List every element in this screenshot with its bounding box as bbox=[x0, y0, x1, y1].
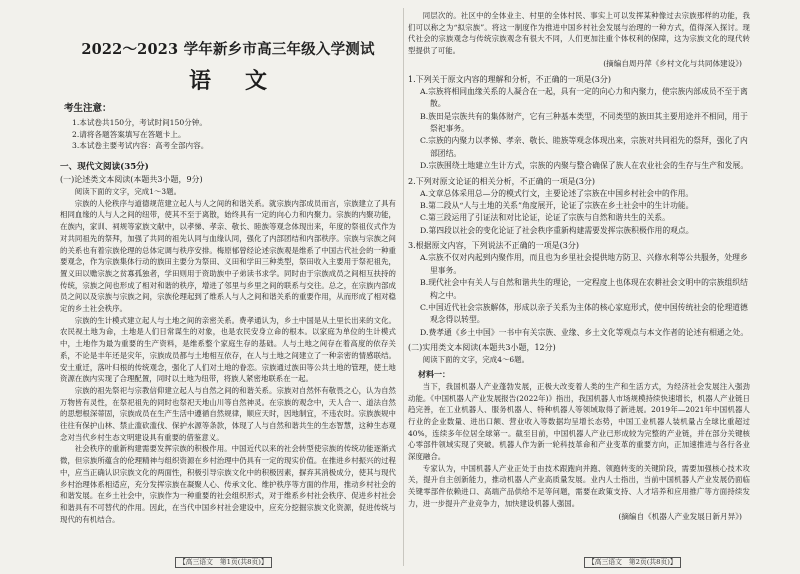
answer-option: A.文章总体采用总—分的模式行文，主要论述了宗族在中国乡村社会中的作用。 bbox=[420, 188, 694, 198]
answer-option: A.宗族不仅对内起到内聚作用，而且也为乡里社会提供地方防卫、兴修水利等公共服务，处理乡里事务。 bbox=[420, 253, 748, 275]
answer-option: C.宗族的内聚力以孝悌、孝亲、敬长、睦族等观念体现出来，宗族对共同祖先的祭拜，强化了内部团结。 bbox=[420, 136, 748, 158]
section-heading: 一、现代文阅读(35分) bbox=[60, 162, 149, 172]
answer-option: B.第二段从“人与土地的关系”角度展开，论证了宗族在乡土社会中的生计功能。 bbox=[420, 201, 694, 211]
subsection-heading: (一)论述类文本阅读(本题共3小题，9分) bbox=[60, 175, 203, 184]
reading-passage bbox=[60, 160, 396, 525]
page-footer-left: 【高三语文 第1页(共8页)】 bbox=[175, 557, 272, 568]
instruction: 阅读下面的文字，完成4～6题。 bbox=[422, 355, 530, 365]
material-paragraph: 当下，我国机器人产业蓬勃发展，正极大改变着人类的生产和生活方式，为经济社会发展注入强劲动能。《中国机器人产业发展报告(2022年)》指出，我国机器人市场规模持续快速增长，机器人产业链日趋完善，在工业机器人、服务机器人、特种机器人等领域取得了新进展。2019年—2021年中国机器人行业的企业数量、进出口额、营业收入等数据均呈增长态势，中国工业机器人装机量占全球比重超过40%，连续多年位居全球第一。截至目前，中国机器人产业已形成较为完整的产业链，并在部分关键核心零部件领域实现了突破。机器人作为新一轮科技革命和产业变革的重要方向，正加速推进与各行各业深度融合。 bbox=[408, 381, 750, 462]
answer-option: A.宗族将相同血缘关系的人凝合在一起，具有一定的向心力和内聚力，使宗族内部成员不至于离散。 bbox=[420, 86, 748, 109]
notice-heading: 考生注意： bbox=[64, 103, 112, 114]
answer-option: B.族田是宗族共有的集体财产，它有三种基本类型，不同类型的族田其主要用途并不相同，用于祭祀事务。 bbox=[420, 111, 748, 134]
answer-option: D.费孝通《乡土中国》一书中有关宗族、业缘、乡土文化等观点与本文作者的论述有相通之处。 bbox=[420, 327, 749, 337]
passage-paragraph: 社会秩序的重新构建需要发挥宗族的积极作用。中国近代以来的社会转型使宗族的传统功能逐渐式微，但宗族所蕴含的伦理精神与组织资源在乡村治理中仍具有一定的现实价值。在推进乡村振兴的过程中，应当正确认识宗族文化的两面性，积极引导宗族文化中的积极因素，摒弃其消极成分，使其与现代乡村治理体系相适应，充分发挥宗族在凝聚人心、传承文化、维护秩序等方面的作用，推动乡村社会的和谐发展。在乡土社会中，宗族作为一种重要的社会组织形式，对于维系乡村社会秩序、促进乡村社会和谐具有不可替代的作用。因此，在当代中国乡村社会建设中，应充分挖掘宗族文化资源，促进传统与现代的有机结合。 bbox=[60, 444, 396, 524]
answer-option: C.中国近代社会宗族解体，形成以亲子关系为主体的核心家庭形式，使中国传统社会的伦理道德观念得以转型。 bbox=[420, 302, 748, 325]
right-column bbox=[408, 0, 750, 574]
answer-option: D.宗族围绕土地建立生计方式，宗族的内聚与整合确保了族人在农业社会的生存与生产和发展。 bbox=[420, 161, 749, 171]
instruction: 阅读下面的文字，完成1～3题。 bbox=[74, 187, 182, 196]
notice-item: 1.本试卷共150分，考试时间150分钟。 bbox=[72, 118, 207, 127]
passage-paragraph: 宗族的祖先祭祀与宗教信仰建立起人与自然之间的和谐关系。宗族对自然怀有敬畏之心，认为自然万物皆有灵性，在祭祀祖先的同时也祭祀天地山川等自然神灵。在宗族的观念中，天人合一、道法自然的思想根深蒂固，宗族成员在生产生活中遵循自然规律，顺应天时，因地制宜，不违农时。宗族族规中往往有保护山林、禁止滥砍滥伐、保护水源等条款，体现了人与自然和谐共生的生态智慧，这种生态观念对当代乡村生态文明建设具有重要的借鉴意义。 bbox=[60, 385, 396, 442]
questions-area bbox=[408, 10, 750, 526]
notice-item: 3.本试卷主要考试内容：高考全部内容。 bbox=[72, 141, 209, 150]
source-note: (摘编自周丹萍《乡村文化与共同体建设》) bbox=[603, 58, 742, 68]
exam-title: 2022～2023 学年新乡市高三年级入学测试 bbox=[81, 41, 375, 58]
answer-option: B.现代社会中有关人与自然和谐共生的理论，一定程度上也体现在农耕社会文明中的宗族组织结构之中。 bbox=[420, 278, 748, 300]
subject-title: 语文 bbox=[188, 68, 301, 94]
passage-paragraph: 同层次的。社区中的全体业主、村里的全体村民、事实上可以发挥某种像过去宗族那样的功能，我们可以称之为“拟宗族”。将这一制度作为推进中国乡村社会发展与治理的一种方式，值得深入探讨。现代社会的宗族观念与传统宗族观念有很大不同，人们更加注重个体权利的保障，这为宗族文化的现代转型提供了可能。 bbox=[408, 11, 750, 56]
material-label: 材料一： bbox=[418, 368, 450, 379]
source-note: (摘编自《机器人产业发展日新月异》) bbox=[618, 511, 742, 521]
page-footer-right: 【高三语文 第2页(共8页)】 bbox=[584, 557, 681, 568]
passage-paragraph: 宗族的生计模式建立起人与土地之间的亲密关系。费孝通认为，乡土中国是从土里长出来的文化。农民视土地为命，土地是人们日常谋生的对象，也是农民安身立命的根本。以家庭为单位的生计模式中，土地作为最为重要的生产资料，是维系整个家庭生存的基础。人与土地之间存在着高度的依存关系，不论是丰年还是灾年，宗族成员都与土地相互依存，在人与土地之间建立了一种亲密的情感联结。安土重迁，落叶归根的传统观念，强化了人们对土地的眷恋。宗族通过族田等公共土地的管理，使土地资源在族内实现了合理配置，同时以土地为纽带，将族人紧密地联系在一起。 bbox=[60, 315, 396, 384]
answer-option: C.第三段运用了引证法和对比论证，论证了宗族与自然和谐共生的关系。 bbox=[420, 213, 670, 223]
question-stem: 1.下列关于原文内容的理解和分析，不正确的一项是(3分) bbox=[408, 74, 611, 84]
notice-item: 2.请将各题答案填写在答题卡上。 bbox=[72, 129, 186, 139]
column-divider bbox=[403, 8, 404, 566]
passage-paragraph: 宗族的人伦秩序与道德规范建立起人与人之间的和谐关系。就宗族内部成员而言，宗族建立了具有相同血缘的人与人之间的纽带，使其不至于离散，始终具有一定的向心力和内聚力。宗族的内聚功能，在族内，家训、祠规等家族文献中，以孝悌、孝亲、敬长、睦族等观念体现出来，年度的祭祖仪式作为对共同祖先的祭拜，加强了共同的祖先认同与血缘认同，强化了内部团结和内部秩序。宗族与宗族之间的关系也有着宗族伦理的总体定调与秩序安排。梅原郁曾经论述宗族观是维系了中国古代社会的一种重要观念，作为宗族集体行动的族田主要分为祭田、义田和学田三种类型，祭田收入主要用于祭祀祖先，置义田以赡宗族之贫寡孤独者，学田则用于资助族中子弟读书求学。同时由于宗族成员之间相互扶持的传统，宗族之间也形成了相对和谐的秩序，增进了邻里与乡里之间的联系与交往。总之，在宗族内部成员之间以及宗族与宗族之间，宗族伦理起到了维系人与人之间和谐关系的重要作用，从而形成了相对稳定的乡土社会秩序。 bbox=[60, 198, 396, 314]
question-stem: 3.根据原文内容，下列说法不正确的一项是(3分) bbox=[408, 241, 579, 251]
notice-box bbox=[64, 100, 394, 152]
question-stem: 2.下列对原文论证的相关分析，不正确的一项是(3分) bbox=[408, 176, 595, 186]
material-paragraph: 专家认为，中国机器人产业正处于由技术跟跑向并跑、领跑转变的关键阶段，需要加强核心技术攻关，提升自主创新能力，推动机器人产业高质量发展。业内人士指出，当前中国机器人产业发展仍面临关键零部件依赖进口、高端产品供给不足等问题，需要在政策支持、人才培养和应用推广等方面持续发力，进一步提升产业竞争力，加快建设机器人强国。 bbox=[408, 463, 750, 508]
section-heading: (二)实用类文本阅读(本题共3小题，12分) bbox=[408, 343, 556, 353]
answer-option: D.第四段以社会的变化论证了社会秩序重新构建需要发挥宗族积极作用的观点。 bbox=[420, 225, 694, 235]
left-column bbox=[60, 0, 396, 574]
